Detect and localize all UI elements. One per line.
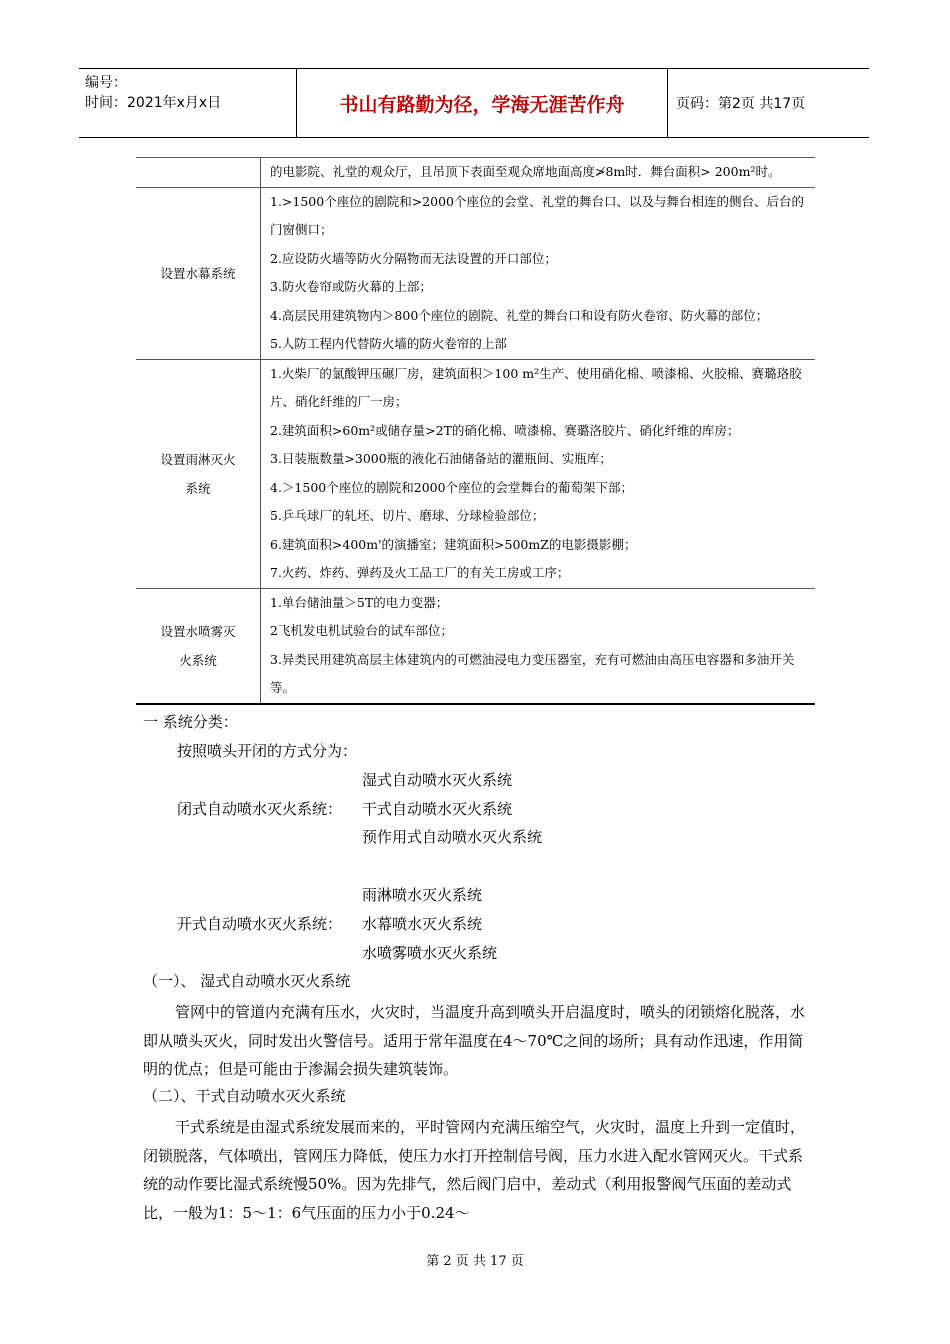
row-category: 设置水喷雾灭火系统 — [136, 588, 261, 704]
table-row — [136, 359, 815, 588]
row-category: 设置雨淋灭火系统 — [136, 359, 261, 588]
row-content — [261, 187, 816, 359]
sprinkler-table — [136, 157, 815, 705]
subsection-2-paragraph: 干式系统是由湿式系统发展而来的，平时管网内充满压缩空气，火灾时，温度上升到一定值时，闭锁脱落，气体喷出，管网压力降低，使压力水打开控制信号阀，压力水进入配水管网灭火。干式系统的动作要比湿式系统慢50%。因为先排气，然后阀门启中，差动式（利用报警阀气压面的差动式比，一般为1：5～1：6气压面的压力小于0.24～ — [143, 1118, 806, 1223]
open-item-3: 水喷雾喷水灭火系统 — [362, 944, 498, 962]
row-item: 6.建筑面积>400m'的演播室；建筑面积>500mZ的电影摄影棚； — [270, 536, 637, 552]
row-item: 4.高层民用建筑物内＞800个座位的剧院、礼堂的舞台口和设有防火卷帘、防火幕的部位； — [270, 307, 769, 323]
row-item: 1.火柴厂的氯酸钾压碾厂房，建筑面积＞100 m²生产、使用硝化棉、喷漆棉、火胶棉、赛璐珞胶片、硝化纤维的厂一房； — [270, 365, 802, 409]
row-item: 2飞机发电机试验台的试车部位； — [270, 623, 453, 638]
row-item: 1.单台储油量＞5T的电力变器； — [270, 594, 449, 610]
table-row — [136, 588, 815, 704]
page-header — [79, 68, 869, 138]
open-item-1: 雨淋喷水灭火系统 — [362, 886, 483, 904]
subsection-2-title: （二）、干式自动喷水灭火系统 — [143, 1087, 346, 1105]
header-motto: 书山有路勤为径，学海无涯苦作舟 — [297, 69, 668, 137]
row-item: 1.>1500个座位的剧院和>2000个座位的会堂、礼堂的舞台口、以及与舞台相连的侧台、后台的门窗侧口； — [270, 193, 804, 237]
table-row — [136, 187, 815, 359]
row-item: 2.建筑面积>60m²或储存量>2T的硝化棉、喷漆棉、赛璐洛胶片、硝化纤维的库房； — [270, 422, 740, 438]
closed-item-2: 干式自动喷水灭火系统 — [362, 800, 513, 818]
table-row — [136, 158, 815, 188]
row-item: 5.乒乓球厂的轧坯、切片、磨球、分球检验部位； — [270, 508, 545, 523]
row-item: 7.火药、炸药、弹药及火工品工厂的有关工房或工序； — [270, 565, 570, 580]
row-item: 2.应设防火墙等防火分隔物而无法设置的开口部位； — [270, 250, 557, 266]
row-content — [261, 359, 816, 588]
subsection-1-title: （一）、 湿式自动喷水灭火系统 — [143, 972, 351, 990]
row-item: 的电影院、礼堂的观众厅，且吊顶下表面至观众席地面高度≯8m时．舞台面积> 200m²时。 — [270, 164, 781, 179]
row-category: 设置水幕系统 — [136, 187, 261, 359]
header-page-number: 页码：第2页 共17页 — [676, 96, 806, 112]
header-meta — [79, 69, 297, 137]
subsection-1-paragraph: 管网中的管道内充满有压水，火灾时，当温度升高到喷头开启温度时，喷头的闭锁熔化脱落，水即从喷头灭火，同时发出火警信号。适用于常年温度在4～70℃之间的场所；具有动作迅速，作用简明的优点；但是可能由于渗漏会损失建筑装饰。 — [143, 1003, 806, 1079]
row-item: 4.＞1500个座位的剧院和2000个座位的会堂舞台的葡萄架下部； — [270, 479, 634, 495]
page-footer: 第 2 页 共 17 页 — [426, 1254, 524, 1269]
row-category — [136, 158, 261, 188]
row-content — [261, 158, 816, 188]
open-label: 开式自动喷水灭火系统： — [177, 915, 343, 933]
open-item-2: 水幕喷水灭火系统 — [362, 915, 483, 933]
section-intro: 按照喷头开闭的方式分为： — [177, 742, 358, 760]
row-item: 3.异类民用建筑高层主体建筑内的可燃油浸电力变压器室，充有可燃油由高压电容器和多油开关等。 — [270, 651, 795, 695]
closed-item-1: 湿式自动喷水灭火系统 — [362, 771, 513, 789]
time-label: 时间：2021年x月x日 — [85, 95, 222, 111]
row-content — [261, 588, 816, 704]
row-item: 5.人防工程内代替防火墙的防火卷帘的上部 — [270, 336, 507, 351]
closed-label: 闭式自动喷水灭火系统： — [177, 800, 343, 818]
number-label: 编号： — [85, 75, 127, 91]
row-item: 3.防火卷帘或防火幕的上部； — [270, 279, 432, 294]
closed-item-3: 预作用式自动喷水灭火系统 — [362, 828, 543, 846]
row-item: 3.日装瓶数量>3000瓶的液化石油储备站的灌瓶间、实瓶库； — [270, 451, 612, 466]
section-heading: 一 系统分类： — [143, 713, 238, 731]
